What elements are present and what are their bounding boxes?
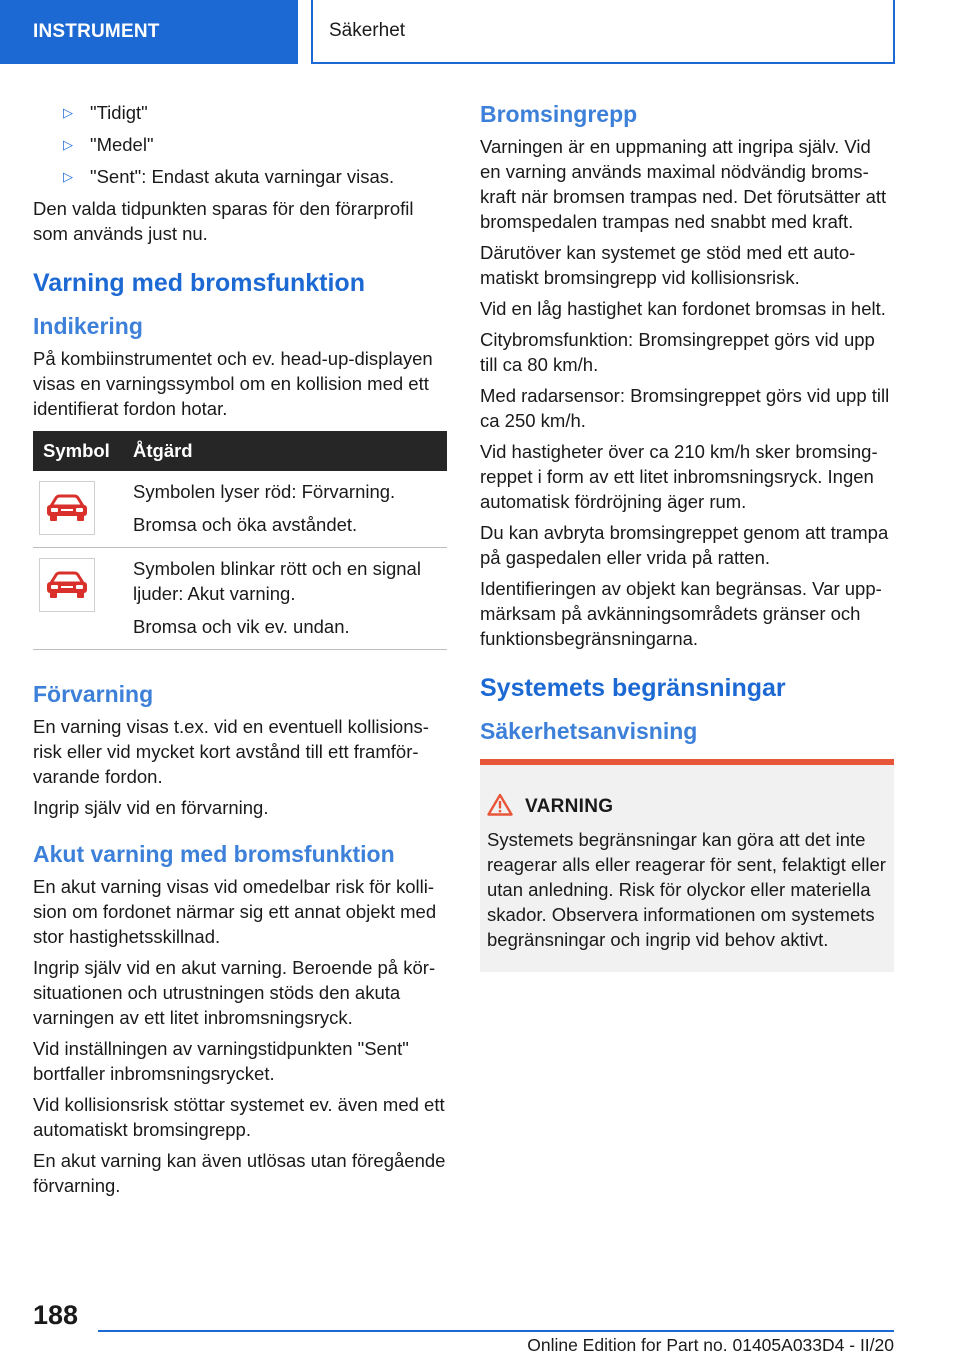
bromsingrepp-paragraph: Identifieringen av objekt kan begränsas. Var uppmärksam på avkänningsområdets gränser och funktionsbegränsningarna. <box>480 578 882 649</box>
heading-sakerhetsanvisning: Säkerhetsanvisning <box>480 718 698 744</box>
akut-paragraph: En akut varning visas vid omedelbar risk för kollision om fordonet närmar sig ett annat objekt med stor hastighetsskillnad. <box>33 876 437 947</box>
page-number: 188 <box>33 1300 79 1330</box>
section-title: Säkerhet <box>311 0 895 64</box>
warning-box <box>480 759 894 972</box>
heading-bromsingrepp: Bromsingrepp <box>480 101 638 127</box>
indikering-paragraph: På kombiinstrumentet och ev. head-up-displayen visas en varningssymbol om en kollision med ett identifierat fordon hotar. <box>33 348 433 419</box>
symbol-table <box>33 431 447 650</box>
table-row: Symbolen lyser röd: Förvarning. Bromsa och öka avståndet. <box>33 471 447 548</box>
chapter-tab: INSTRUMENT <box>0 0 298 64</box>
forvarning-paragraph: Ingrip själv vid en förvarning. <box>33 797 269 818</box>
warning-title: VARNING <box>525 796 614 817</box>
right-column <box>480 100 894 972</box>
left-column <box>33 100 447 1204</box>
bromsingrepp-paragraph: Vid hastigheter över ca 210 km/h sker bromsingreppet i form av ett litet inbromsningsryck. Ingen automatisk fördröjning äger rum. <box>480 441 878 512</box>
heading-akut-varning: Akut varning med bromsfunktion <box>33 841 395 867</box>
akut-paragraph: Ingrip själv vid en akut varning. Beroende på körsituationen och utrustningen stöds den akuta varningen av ett litet inbromsningsryck. <box>33 957 436 1028</box>
warning-text: Systemets begränsningar kan göra att det inte reagerar alls eller reagerar för sent, felaktigt eller utan anledning. Risk för olyckor eller materiella skador. Observera informationen om systemets begränsningar och ingrip vid behov aktivt. <box>487 829 886 950</box>
list-item: ▷ "Medel" <box>63 134 154 155</box>
timing-options-list <box>33 100 447 189</box>
warning-triangle-icon <box>487 793 513 821</box>
heading-system-limits: Systemets begränsningar <box>480 674 786 702</box>
car-front-warning-icon <box>39 558 95 612</box>
list-item: ▷ "Sent": Endast akuta varningar visas. <box>63 166 395 187</box>
footer-edition: Online Edition for Part no. 01405A033D4 - II/20 <box>527 1335 894 1355</box>
heading-forvarning: Förvarning <box>33 681 154 707</box>
page-header <box>0 0 960 66</box>
heading-indikering: Indikering <box>33 313 143 339</box>
footer-divider <box>98 1330 894 1332</box>
heading-warning-brake: Varning med bromsfunktion <box>33 269 365 297</box>
table-header-symbol: Symbol <box>33 431 133 471</box>
triangle-bullet-icon: ▷ <box>63 137 73 152</box>
forvarning-paragraph: En varning visas t.ex. vid en eventuell kollisionsrisk eller vid mycket kort avstånd till ett framförvarande fordon. <box>33 716 429 787</box>
bromsingrepp-paragraph: Med radarsensor: Bromsingreppet görs vid upp till ca 250 km/h. <box>480 385 890 431</box>
akut-paragraph: Vid inställningen av varningstidpunkten "Sent" bortfaller inbromsningsrycket. <box>33 1038 409 1084</box>
bromsingrepp-paragraph: Du kan avbryta bromsingreppet genom att trampa på gaspedalen eller vrida på ratten. <box>480 522 889 568</box>
table-row: Symbolen blinkar rött och en signal ljuder: Akut varning. Bromsa och vik ev. undan. <box>33 548 447 650</box>
intro-paragraph: Den valda tidpunkten sparas för den förarprofil som används just nu. <box>33 198 414 244</box>
triangle-bullet-icon: ▷ <box>63 169 73 184</box>
table-header-action: Åtgärd <box>133 431 447 471</box>
bromsingrepp-paragraph: Vid en låg hastighet kan fordonet bromsas in helt. <box>480 298 886 319</box>
akut-paragraph: Vid kollisionsrisk stöttar systemet ev. även med ett automatiskt bromsingrepp. <box>33 1094 445 1140</box>
akut-paragraph: En akut varning kan även utlösas utan föregående förvarning. <box>33 1150 446 1196</box>
bromsingrepp-paragraph: Citybromsfunktion: Bromsingreppet görs vid upp till ca 80 km/h. <box>480 329 875 375</box>
list-item: ▷ "Tidigt" <box>63 102 148 123</box>
bromsingrepp-paragraph: Varningen är en uppmaning att ingripa själv. Vid en varning används maximal nödvändig bromskraft när bromsen trampas ned. Det förutsätter att bromspedalen trampas ned snabbt med kraft. <box>480 136 887 232</box>
triangle-bullet-icon: ▷ <box>63 105 73 120</box>
bromsingrepp-paragraph: Därutöver kan systemet ge stöd med ett automatiskt bromsingrepp vid kollisionsrisk. <box>480 242 856 288</box>
car-front-warning-icon <box>39 481 95 535</box>
